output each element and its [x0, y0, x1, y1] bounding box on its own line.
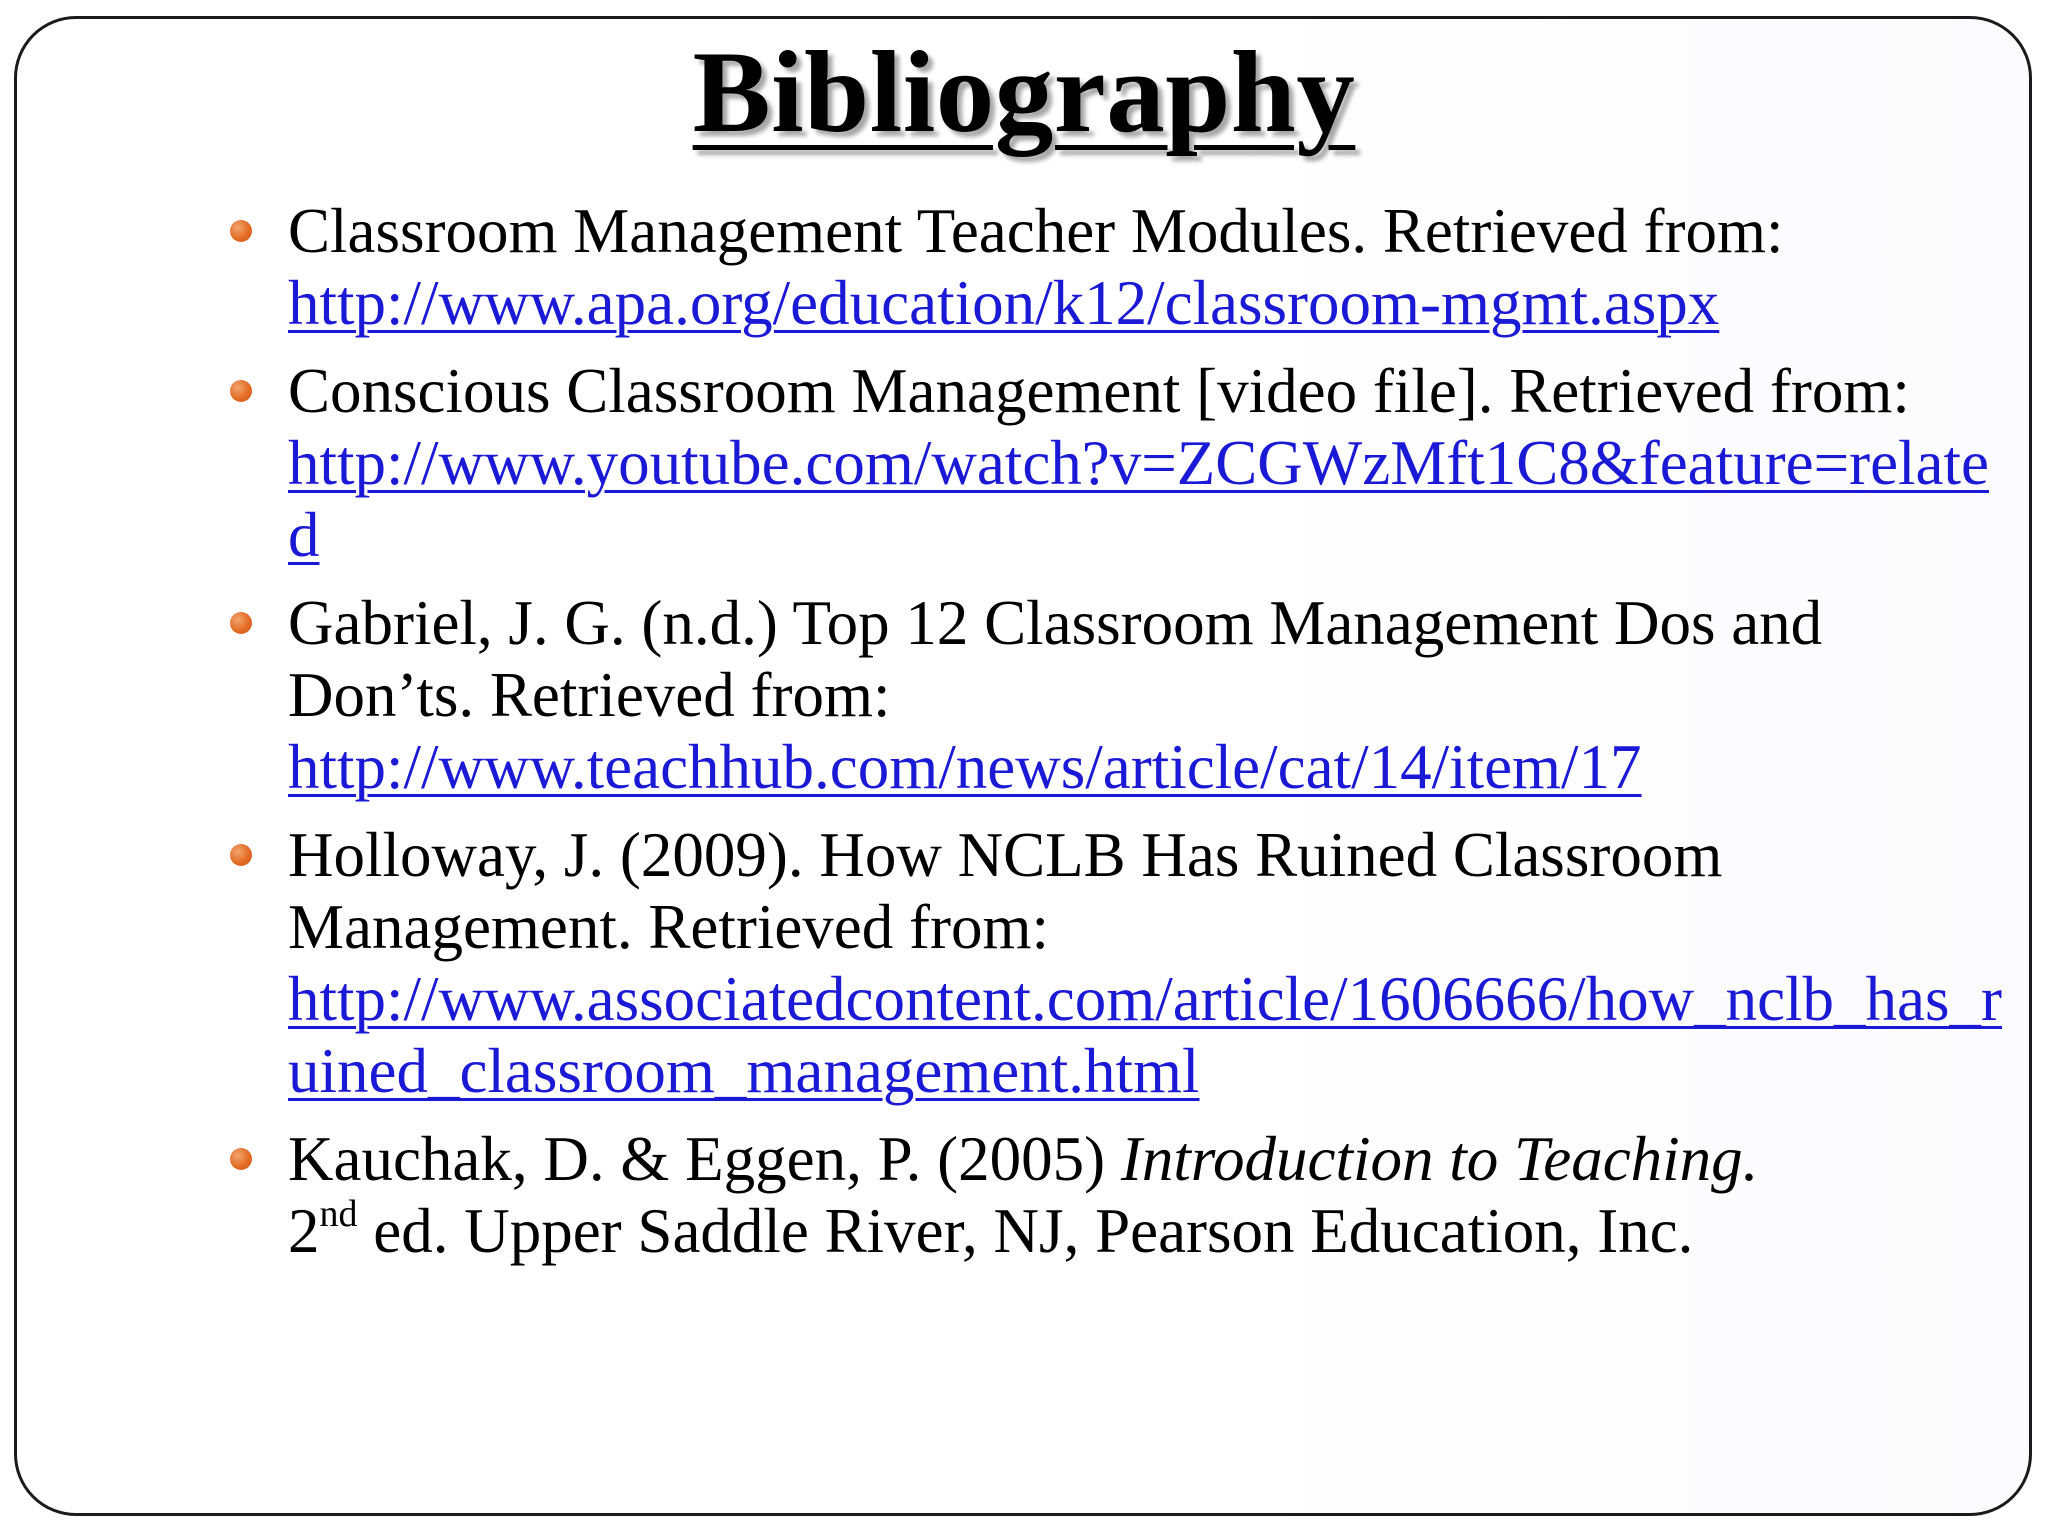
bibliography-list: [288, 195, 2008, 1283]
entry-link[interactable]: http://www.apa.org/education/k12/classroom-mgmt.aspx: [288, 268, 1720, 338]
entry-link[interactable]: http://www.associatedcontent.com/article/1606666/how_nclb_has_ruined_classroom_management.html: [288, 964, 2003, 1106]
list-item: [288, 587, 2008, 803]
list-item: [288, 819, 2008, 1107]
edition-number: 2: [288, 1196, 320, 1266]
bullet-icon: [230, 844, 252, 866]
bullet-icon: [230, 220, 252, 242]
edition-suffix: nd: [319, 1193, 358, 1235]
entry-text: Conscious Classroom Management [video file]. Retrieved from:: [288, 356, 1910, 426]
publisher-text: ed. Upper Saddle River, NJ, Pearson Education, Inc.: [357, 1196, 1694, 1266]
entry-text: Gabriel, J. G. (n.d.) Top 12 Classroom Management Dos and Don’ts. Retrieved from:: [288, 588, 1823, 730]
entry-link[interactable]: http://www.youtube.com/watch?v=ZCGWzMft1C8&feature=related: [288, 428, 1989, 570]
entry-link[interactable]: http://www.teachhub.com/news/article/cat/14/item/17: [288, 732, 1642, 802]
bullet-icon: [230, 1148, 252, 1170]
bullet-icon: [230, 612, 252, 634]
entry-text: Holloway, J. (2009). How NCLB Has Ruined Classroom Management. Retrieved from:: [288, 820, 1723, 962]
list-item: [288, 195, 2008, 339]
bullet-icon: [230, 380, 252, 402]
list-item: [288, 1123, 2008, 1267]
page-title: Bibliography: [692, 28, 1356, 157]
book-title: Introduction to Teaching.: [1120, 1124, 1759, 1194]
entry-text: Kauchak, D. & Eggen, P. (2005): [288, 1124, 1121, 1194]
entry-text: Classroom Management Teacher Modules. Retrieved from:: [288, 196, 1784, 266]
list-item: [288, 355, 2008, 571]
